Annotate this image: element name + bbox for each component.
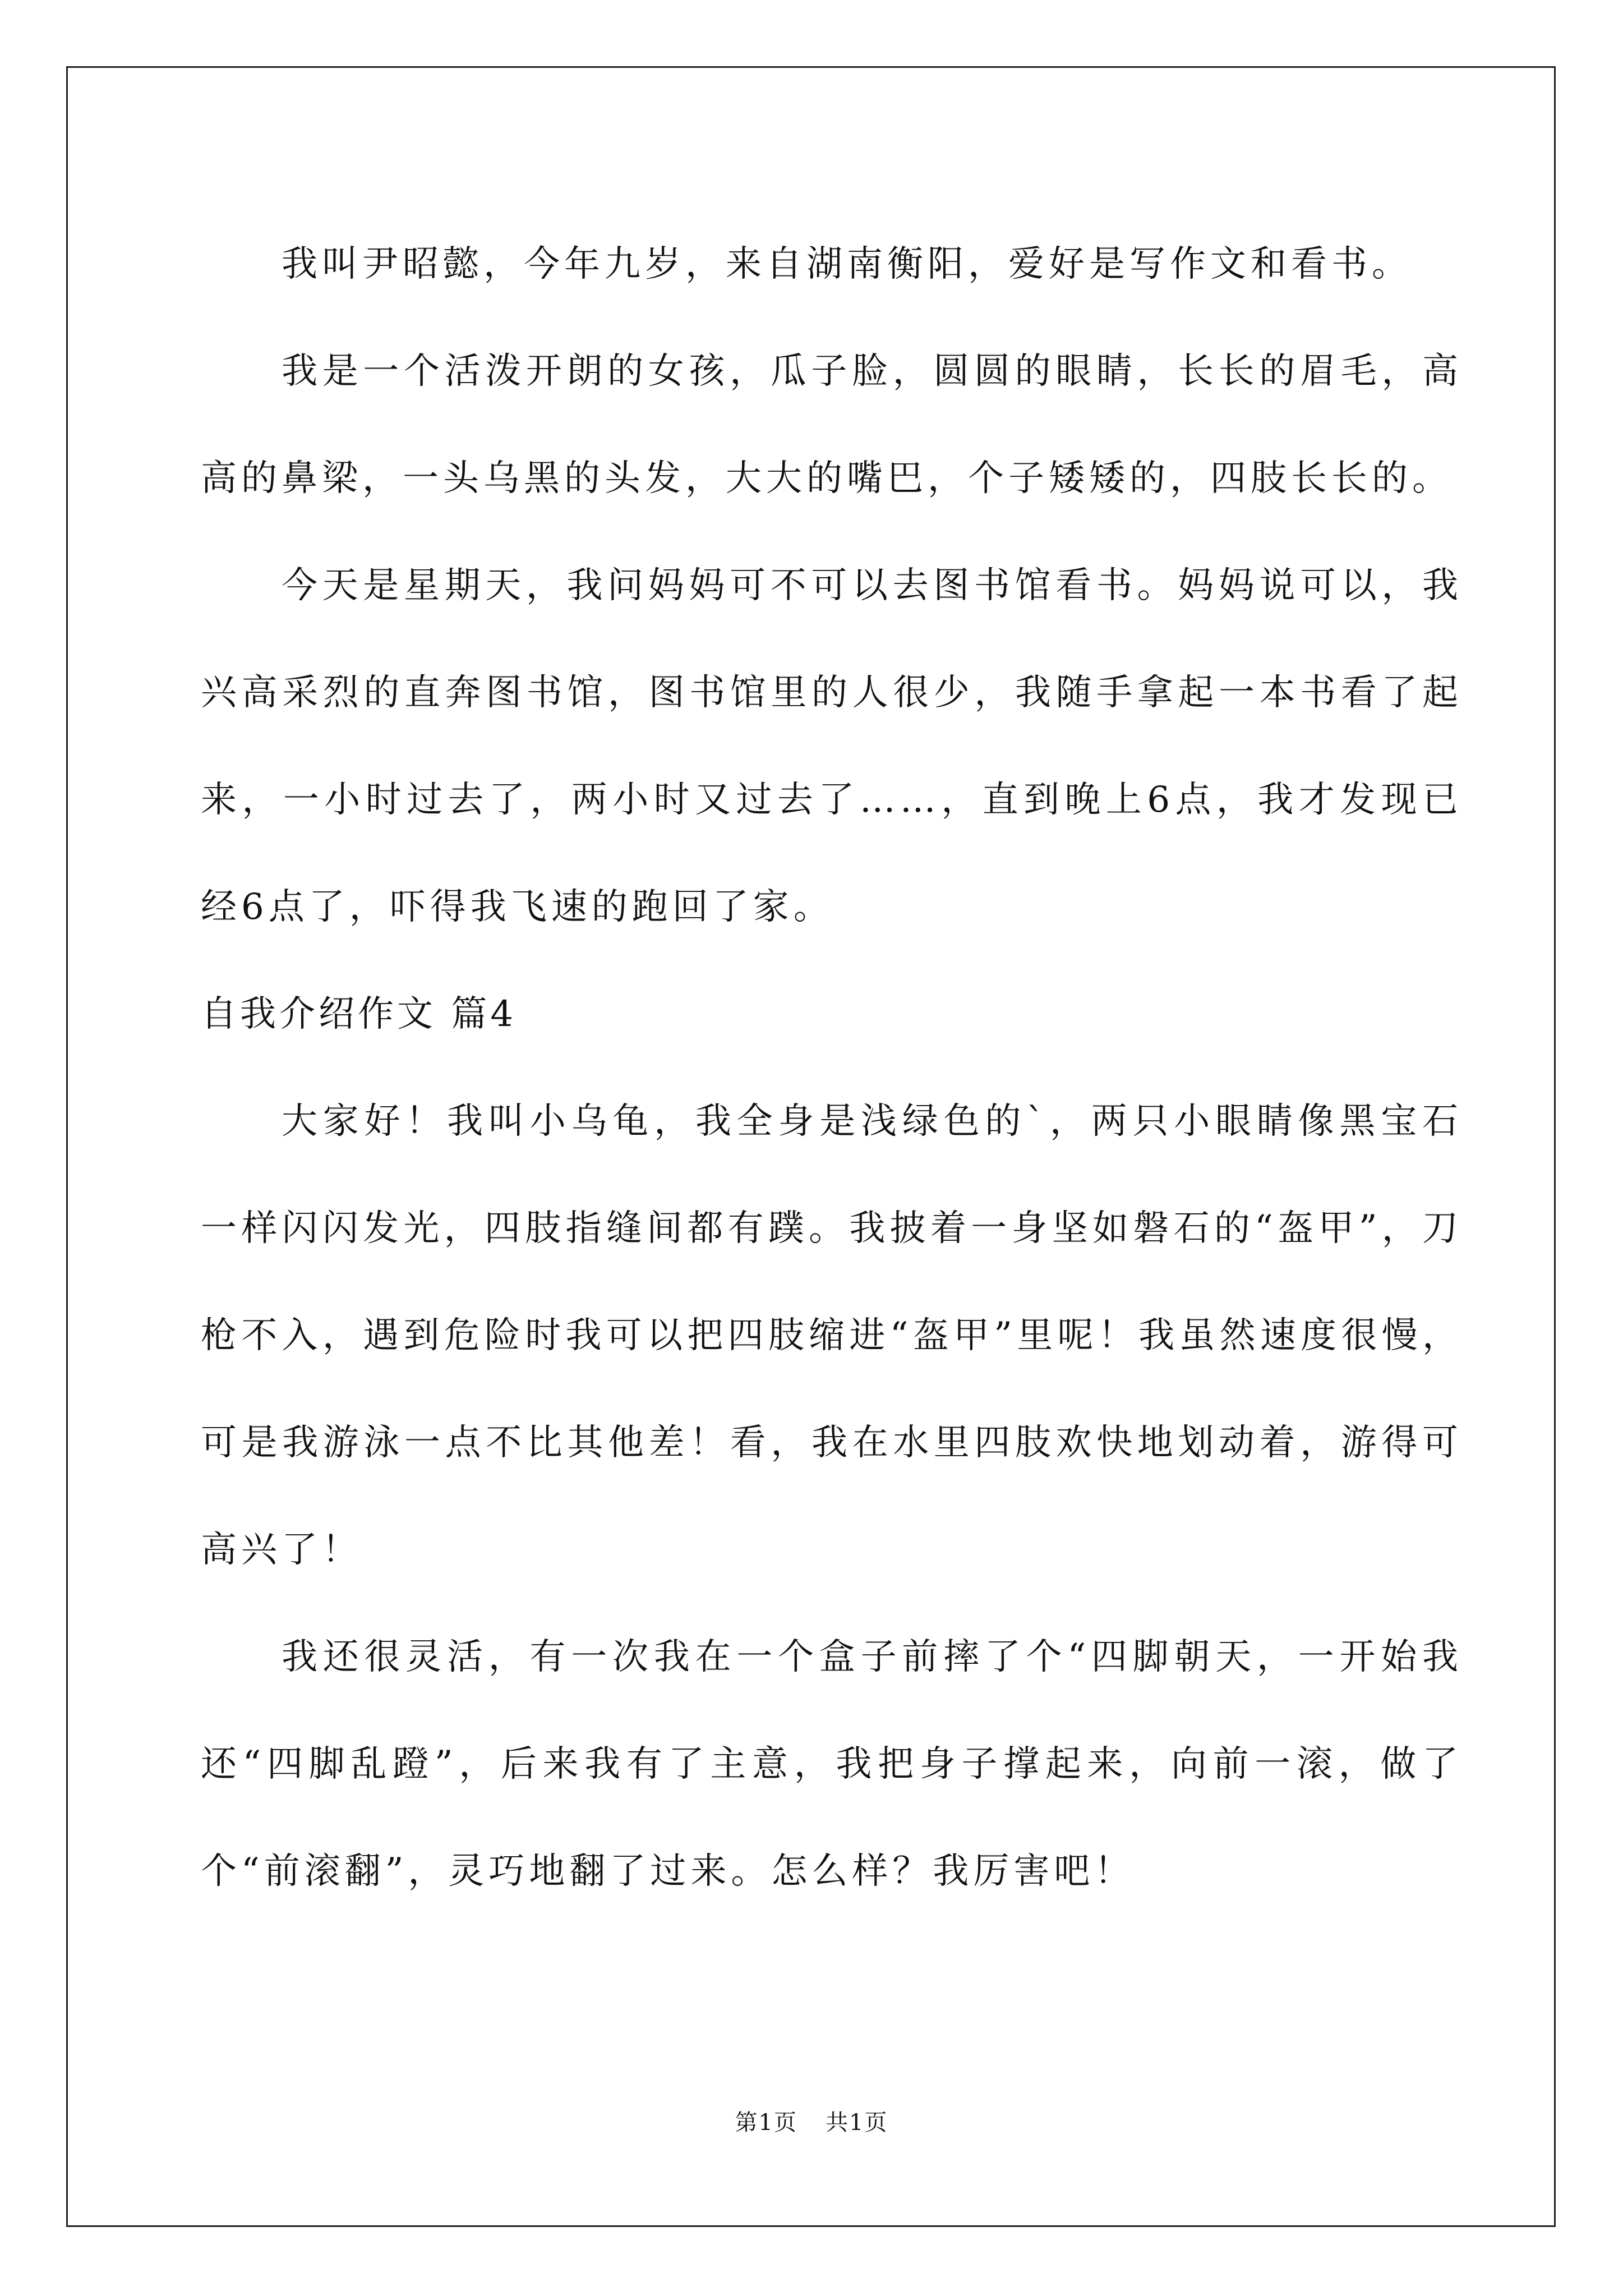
paragraph-turtle-intro: 大家好！我叫小乌龟，我全身是浅绿色的`，两只小眼睛像黑宝石一样闪闪发光，四肢指缝间都有蹼。我披着一身坚如磐石的“盔甲”，刀枪不入，遇到危险时我可以把四肢缩进“盔甲”里呢！我虽然速度很慢，可是我游泳一点不比其他差！看，我在水里四肢欢快地划动着，游得可高兴了！ <box>201 1101 1463 1571</box>
page-footer <box>0 2105 1623 2137</box>
paragraph-appearance: 我是一个活泼开朗的女孩，瓜子脸，圆圆的眼睛，长长的眉毛，高高的鼻梁，一头乌黑的头发，大大的嘴巴，个子矮矮的，四肢长长的。 <box>201 351 1463 499</box>
section-heading: 自我介绍作文 篇4 <box>201 993 517 1035</box>
paragraph-intro: 我叫尹昭懿，今年九岁，来自湖南衡阳，爱好是写作文和看书。 <box>282 243 1412 285</box>
page-total: 共1页 <box>826 2110 888 2136</box>
page-number: 第1页 <box>735 2110 797 2136</box>
paragraph-library: 今天是星期天，我问妈妈可不可以去图书馆看书。妈妈说可以，我兴高采烈的直奔图书馆，图书馆里的人很少，我随手拿起一本书看了起来，一小时过去了，两小时又过去了……，直到晚上6点，我才发现已经6点了，吓得我飞速的跑回了家。 <box>201 565 1463 928</box>
document-body <box>201 211 1463 1925</box>
paragraph-turtle-agile: 我还很灵活，有一次我在一个盒子前摔了个“四脚朝天，一开始我还“四脚乱蹬”，后来我有了主意，我把身子撑起来，向前一滚，做了个“前滚翻”，灵巧地翻了过来。怎么样？我厉害吧！ <box>201 1636 1463 1892</box>
